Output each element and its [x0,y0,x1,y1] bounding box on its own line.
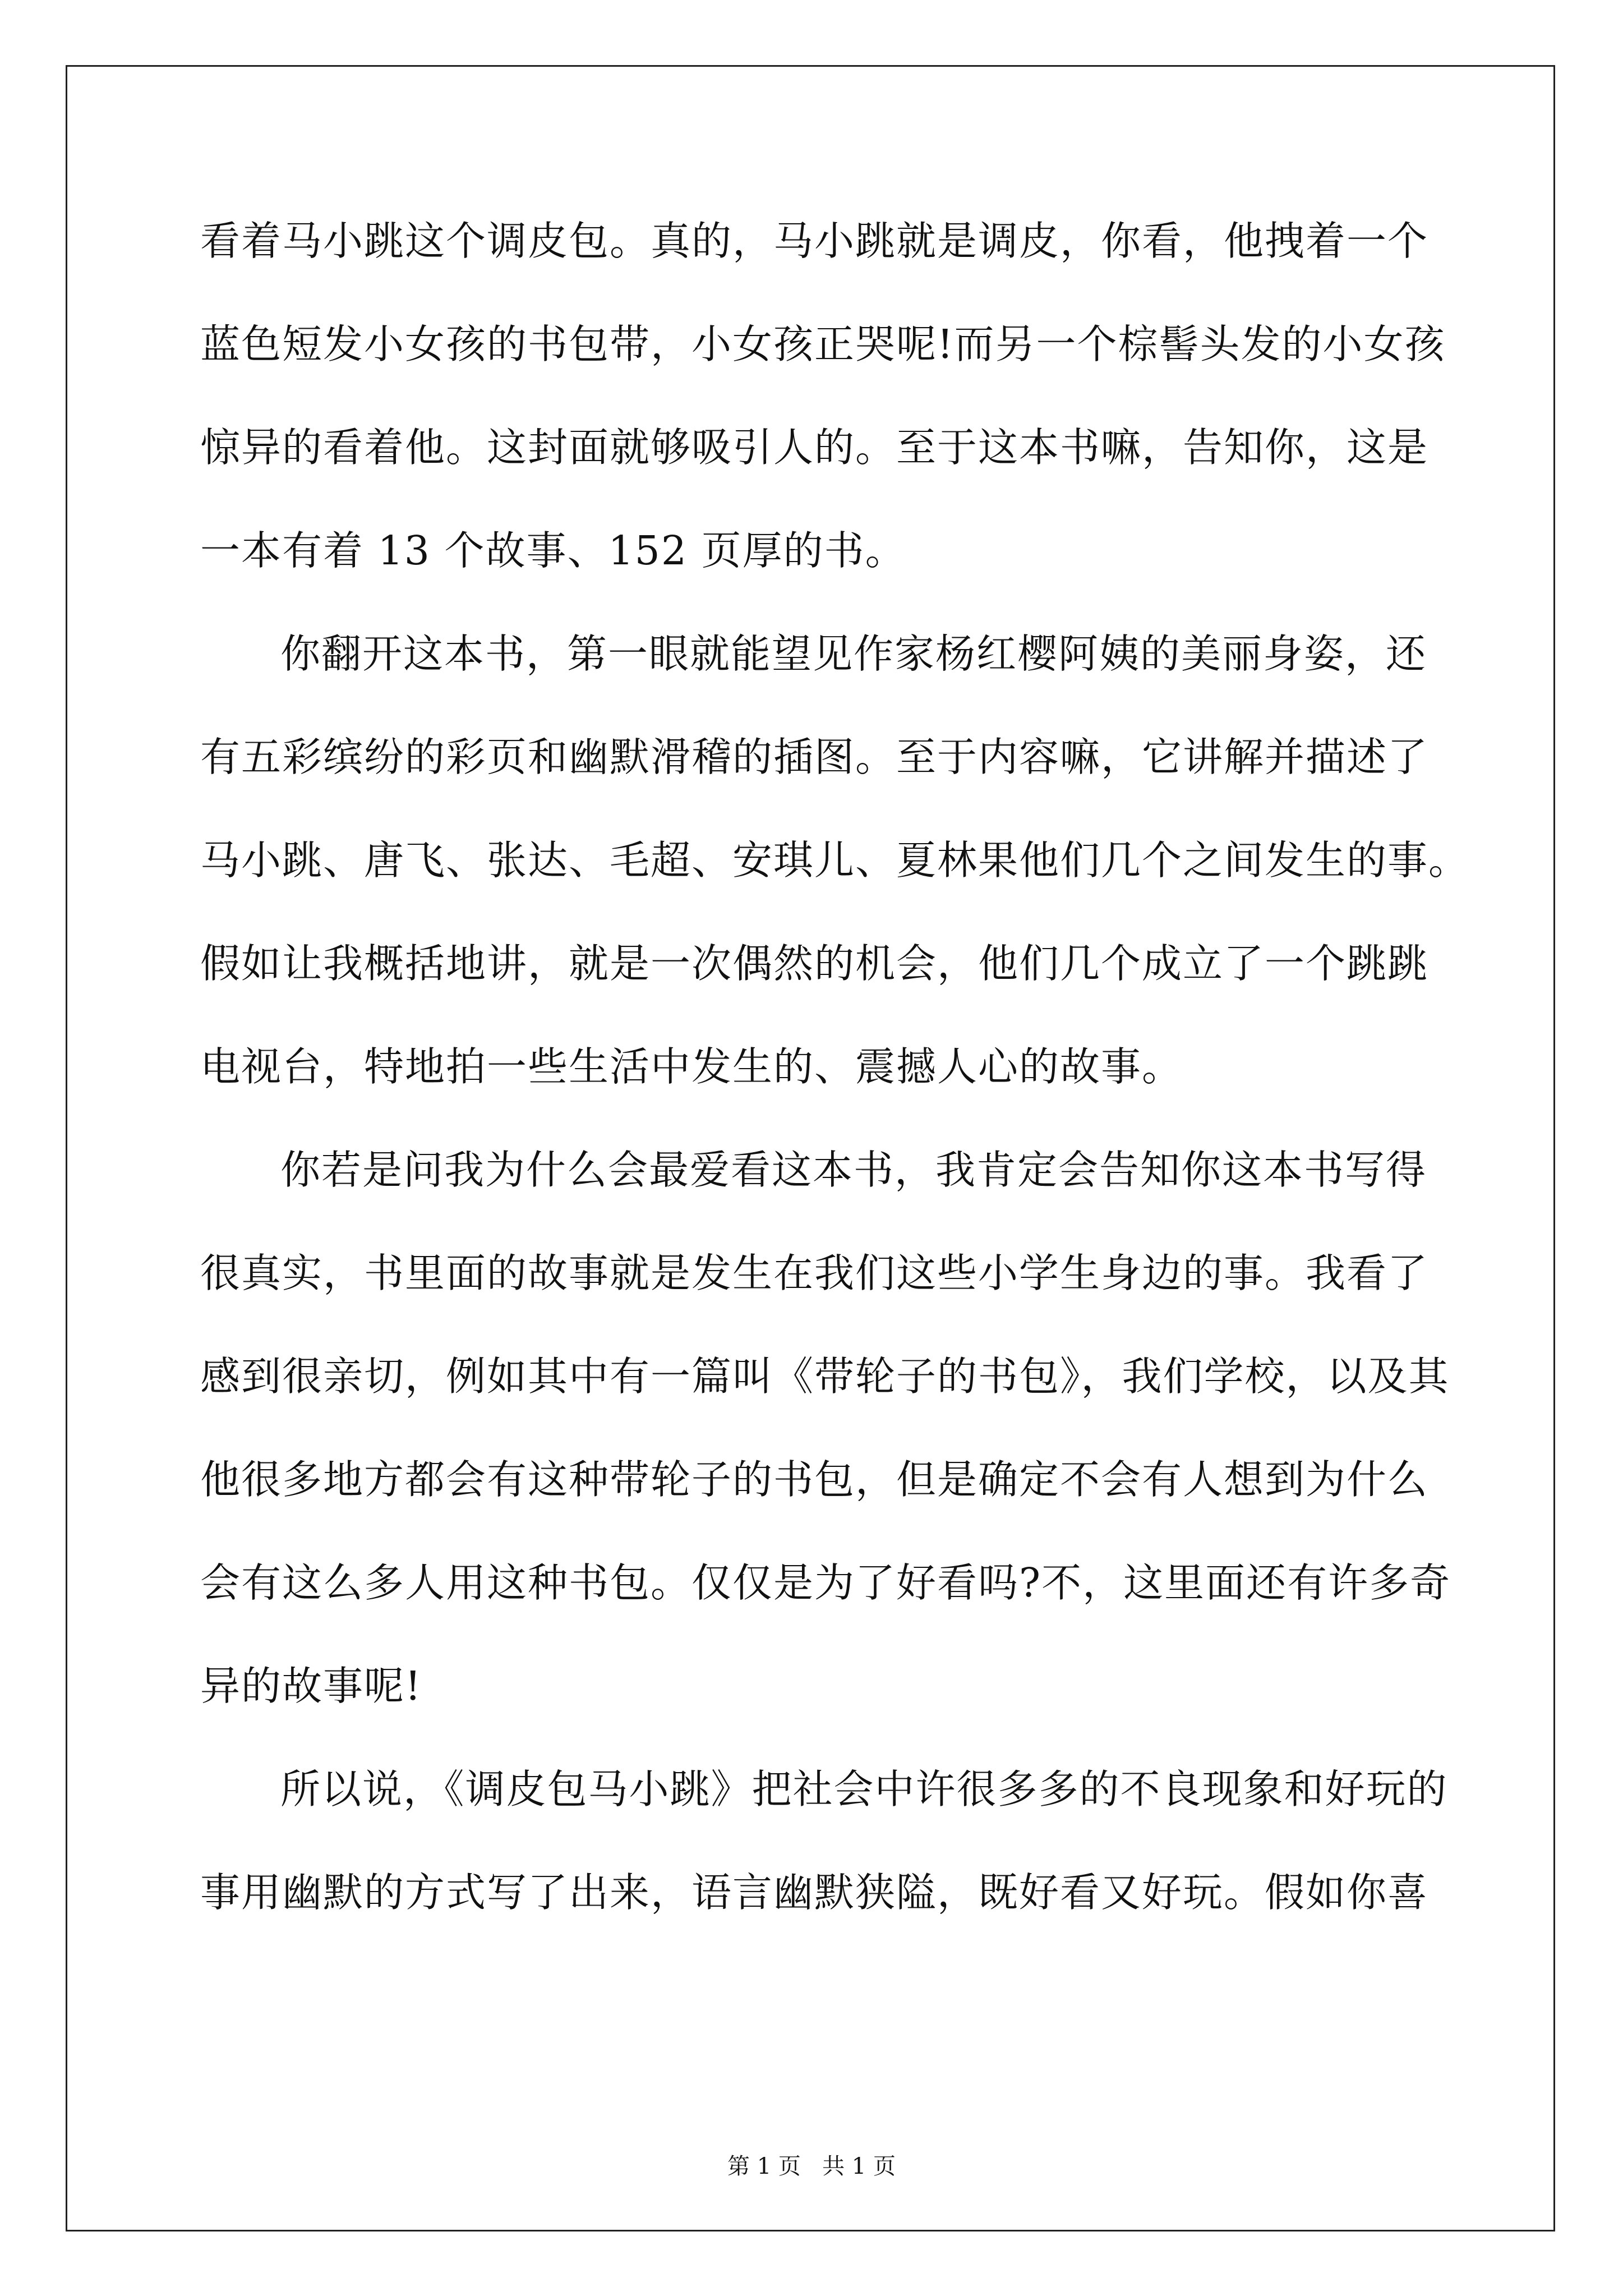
text-line: 异的故事呢! [200,1663,422,1709]
text-line: 惊异的看着他。这封面就够吸引人的。至于这本书嘛，告知你，这是 [200,424,1429,471]
text-line: 有五彩缤纷的彩页和幽默滑稽的插图。至于内容嘛，它讲解并描述了 [200,734,1429,780]
text-line: 蓝色短发小女孩的书包带，小女孩正哭呢!而另一个棕髻头发的小女孩 [200,321,1446,367]
text-line: 马小跳、唐飞、张达、毛超、安琪儿、夏林果他们几个之间发生的事。 [200,837,1470,884]
paragraph-start-line: 你翻开这本书，第一眼就能望见作家杨红樱阿姨的美丽身姿，还 [280,631,1427,677]
text-line: 电视台，特地拍一些生活中发生的、震撼人心的故事。 [200,1043,1183,1090]
text-line: 看着马小跳这个调皮包。真的，马小跳就是调皮，你看，他拽着一个 [200,218,1429,264]
text-line: 很真实，书里面的故事就是发生在我们这些小学生身边的事。我看了 [200,1250,1429,1296]
page-number-footer: 第 1 页 共 1 页 [727,2154,896,2179]
text-line: 一本有着 13 个故事、152 页厚的书。 [200,527,906,574]
text-line: 事用幽默的方式写了出来，语言幽默狭隘，既好看又好玩。假如你喜 [200,1869,1429,1916]
text-line: 会有这么多人用这种书包。仅仅是为了好看吗?不，这里面还有许多奇 [200,1559,1451,1606]
paragraph-start-line: 你若是问我为什么会最爱看这本书，我肯定会告知你这本书写得 [280,1147,1427,1193]
document-body [200,210,1470,1965]
paragraph-start-line: 所以说，《调皮包马小跳》把社会中许很多多的不良现象和好玩的 [280,1766,1448,1812]
text-line: 他很多地方都会有这种带轮子的书包，但是确定不会有人想到为什么 [200,1456,1429,1503]
text-line: 感到很亲切，例如其中有一篇叫《带轮子的书包》，我们学校，以及其 [200,1353,1450,1400]
text-line: 假如让我概括地讲，就是一次偶然的机会，他们几个成立了一个跳跳 [200,940,1429,987]
